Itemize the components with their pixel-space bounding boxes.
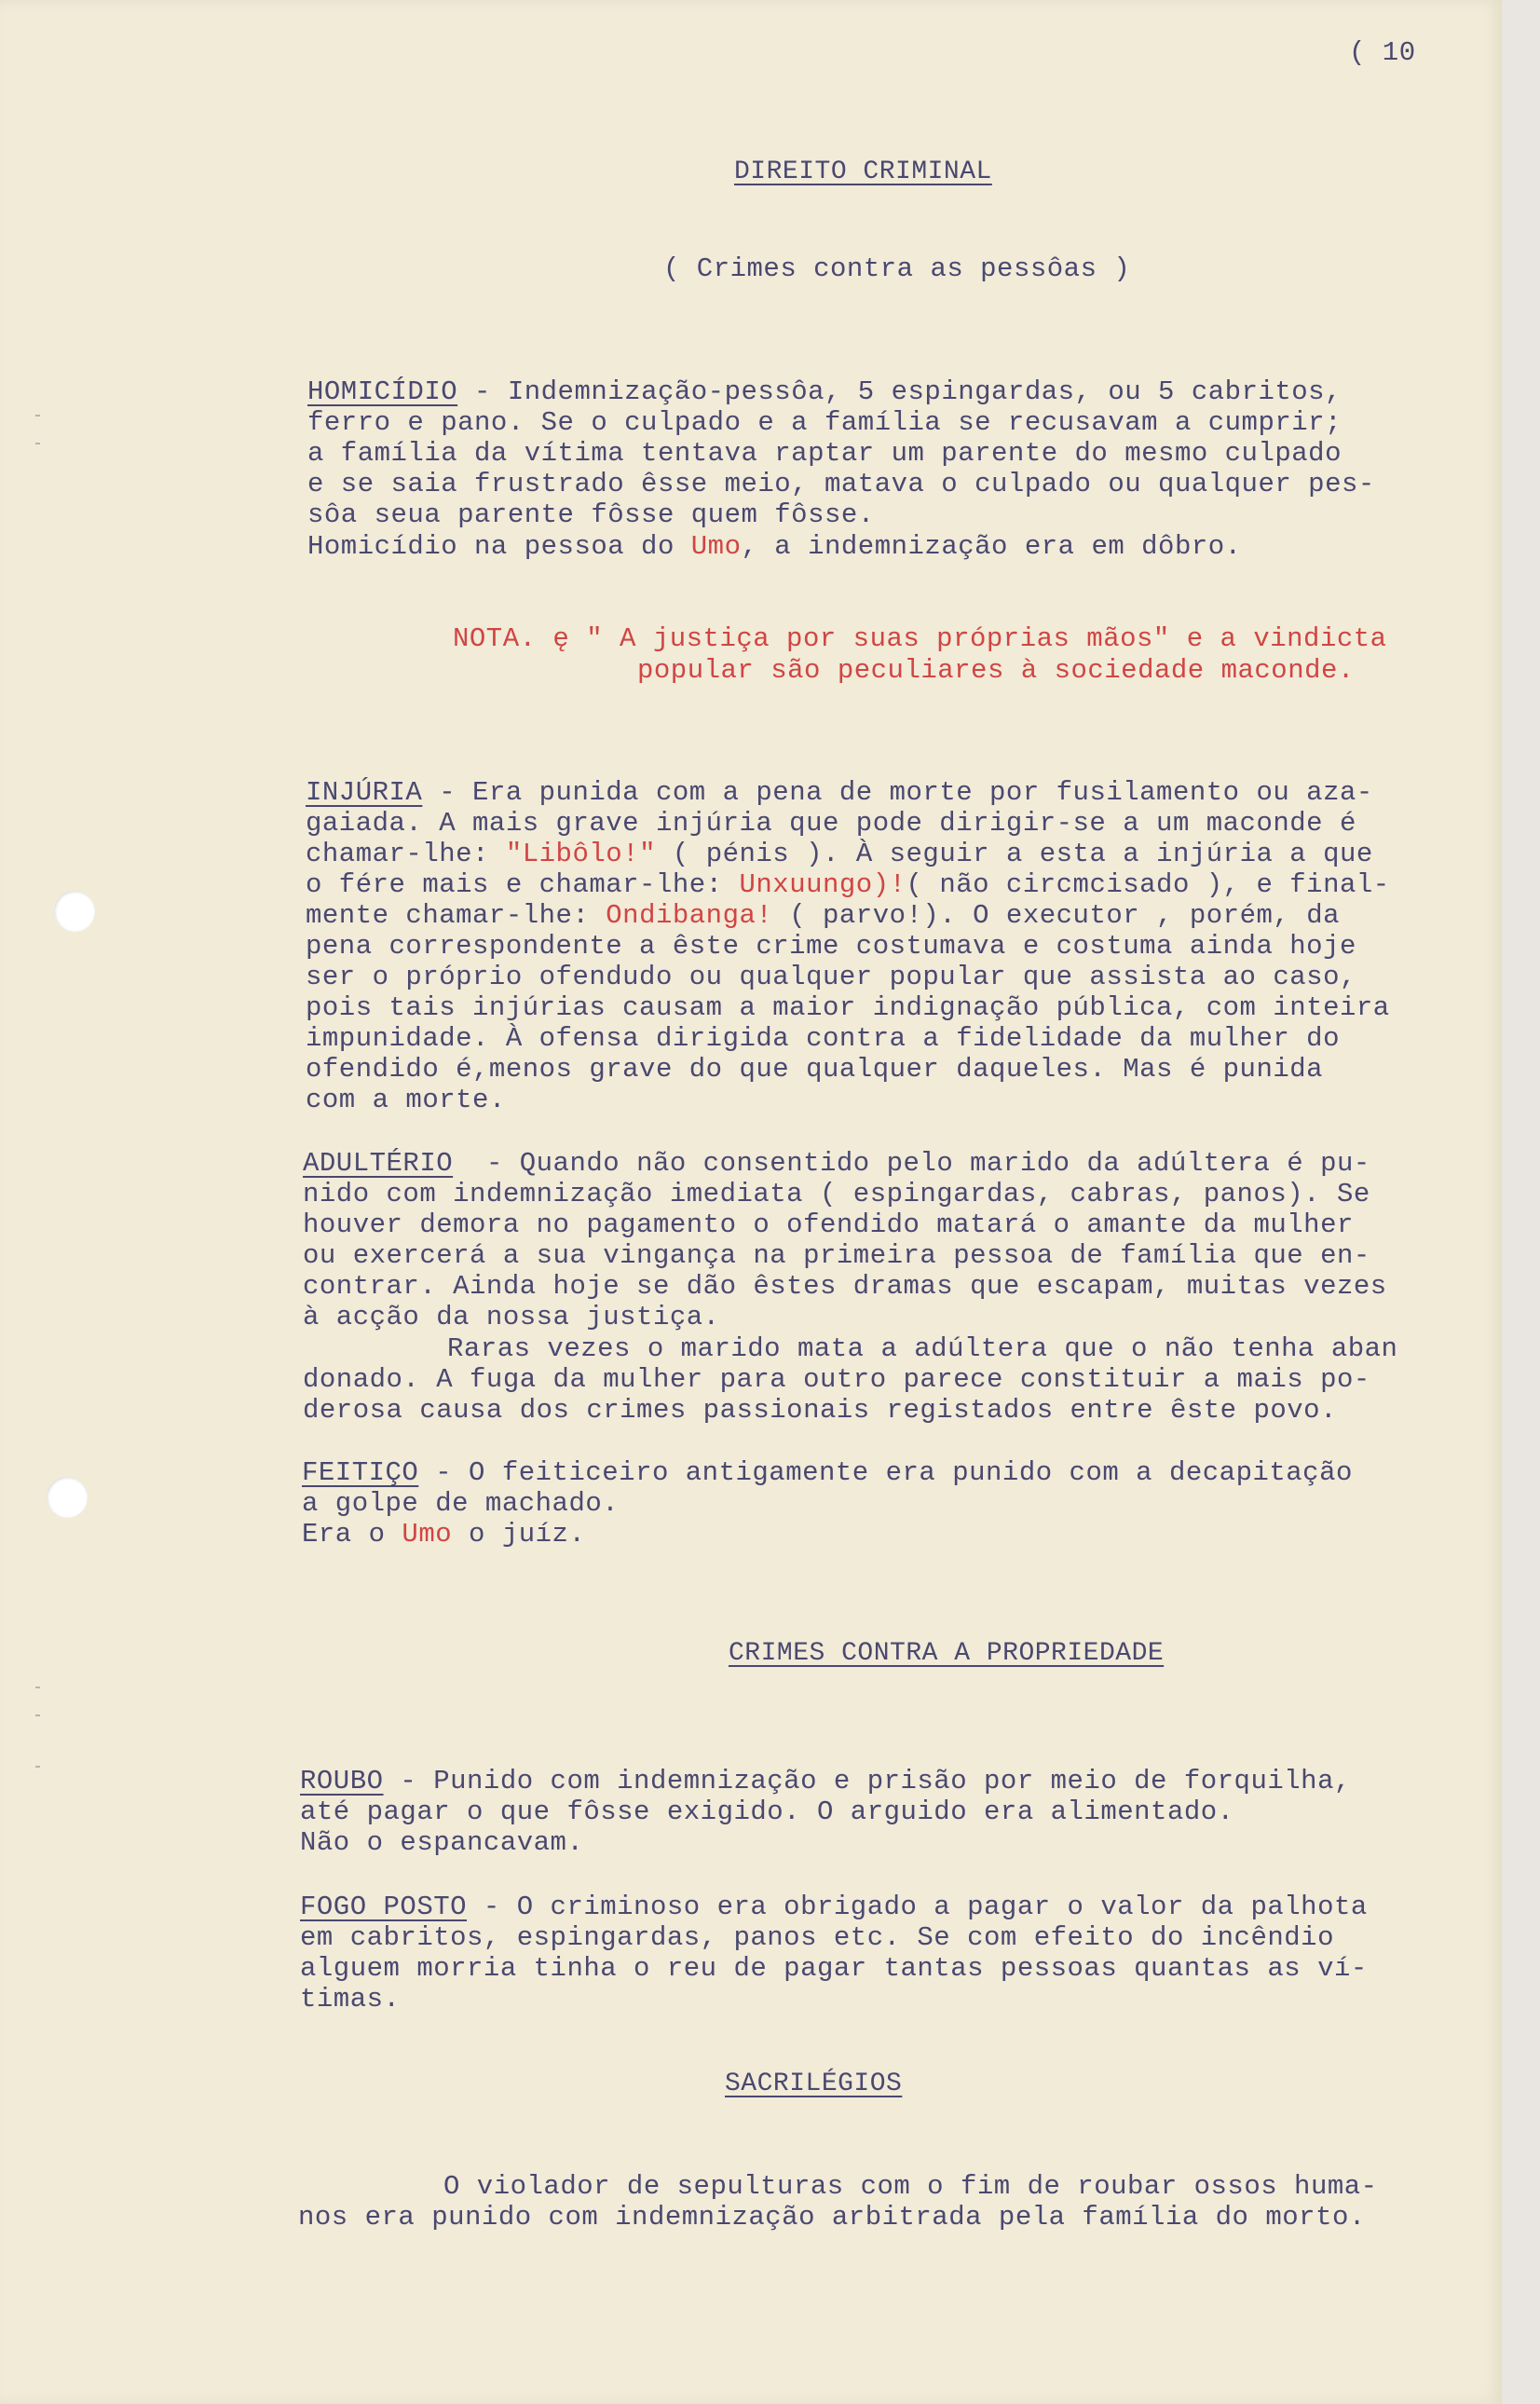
page-number: ( 10	[1349, 37, 1416, 68]
injuria-line-11: com a morte.	[306, 1085, 506, 1115]
adulterio-line-7: Raras vezes o marido mata a adúltera que o não tenha aban	[447, 1333, 1398, 1364]
adulterio-line-4: ou exercerá a sua vingança na primeira pessoa de família que en-	[303, 1240, 1370, 1271]
injuria-line-3: chamar-lhe: "Libôlo!" ( pénis ). À seguir a esta a injúria a que	[306, 839, 1373, 869]
adulterio-term: ADULTÉRIO	[303, 1148, 454, 1179]
roubo-line-1: ROUBO - Punido com indemnização e prisão por meio de forquilha,	[300, 1766, 1351, 1796]
injuria-line-1: INJÚRIA - Era punida com a pena de morte por fusilamento ou aza-	[306, 777, 1373, 808]
sacrilegios-line-2: nos era punido com indemnização arbitrada pela família do morto.	[298, 2202, 1366, 2233]
fogo-line-4: timas.	[300, 1984, 401, 2015]
nota-line-2: popular são peculiares à sociedade maconde.	[637, 655, 1355, 686]
punch-hole-bottom	[47, 1477, 88, 1518]
injuria-line-4: o fére mais e chamar-lhe: Unxuungo)!( não circmcisado ), e final-	[306, 869, 1390, 900]
fogo-line-1: FOGO POSTO - O criminoso era obrigado a pagar o valor da palhota	[300, 1892, 1368, 1922]
injuria-line-10: ofendido é,menos grave do que qualquer daqueles. Mas é punida	[306, 1054, 1324, 1085]
adulterio-line-9: derosa causa dos crimes passionais registados entre êste povo.	[303, 1395, 1337, 1426]
injuria-line-8: pois tais injúrias causam a maior indignação pública, com inteira	[306, 992, 1390, 1023]
margin-mark	[35, 415, 40, 417]
adulterio-line-6: à acção da nossa justiça.	[303, 1302, 720, 1332]
roubo-line-2: até pagar o que fôsse exigido. O arguido era alimentado.	[300, 1796, 1234, 1827]
injuria-line-2: gaiada. A mais grave injúria que pode dirigir-se a um maconde é	[306, 808, 1356, 839]
punch-hole-top	[54, 891, 95, 932]
injuria-line-5: mente chamar-lhe: Ondibanga! ( parvo!). O executor , porém, da	[306, 900, 1340, 931]
margin-mark	[35, 1687, 40, 1688]
section-heading-propriedade: CRIMES CONTRA A PROPRIEDADE	[729, 1639, 1165, 1668]
adulterio-line-5: contrar. Ainda hoje se dão êstes dramas que escapam, muitas vezes	[303, 1271, 1387, 1302]
adulterio-line-2: nido com indemnização imediata ( espingardas, cabras, panos). Se	[303, 1179, 1370, 1209]
unxuungo-term: Unxuungo)!	[739, 869, 906, 900]
roubo-term: ROUBO	[300, 1766, 384, 1796]
feitico-term: FEITIÇO	[302, 1457, 419, 1488]
homicidio-line-4: e se saia frustrado êsse meio, matava o culpado ou qualquer pes-	[307, 469, 1375, 499]
feitico-line-1: FEITIÇO - O feiticeiro antigamente era punido com a decapitação	[302, 1457, 1353, 1488]
adulterio-line-3: houver demora no pagamento o ofendido matará o amante da mulher	[303, 1209, 1354, 1240]
fogo-posto-term: FOGO POSTO	[300, 1892, 468, 1922]
homicidio-term: HOMICÍDIO	[307, 376, 458, 407]
sacrilegios-line-1: O violador de sepulturas com o fim de roubar ossos huma-	[443, 2171, 1378, 2202]
page-title: DIREITO CRIMINAL	[734, 157, 992, 186]
feitico-line-2: a golpe de machado.	[302, 1488, 620, 1519]
margin-mark	[35, 1766, 40, 1768]
fogo-line-2: em cabritos, espingardas, panos etc. Se com efeito do incêndio	[300, 1922, 1334, 1953]
adulterio-line-1: ADULTÉRIO - Quando não consentido pelo marido da adúltera é pu-	[303, 1148, 1370, 1179]
injuria-line-6: pena correspondente a êste crime costumava e costuma ainda hoje	[306, 931, 1356, 962]
homicidio-line-1: HOMICÍDIO - Indemnização-pessôa, 5 espingardas, ou 5 cabritos,	[307, 376, 1342, 407]
section-heading-sacrilegios: SACRILÉGIOS	[725, 2069, 903, 2098]
margin-mark	[35, 1714, 40, 1716]
page-subtitle: ( Crimes contra as pessôas )	[663, 253, 1131, 284]
injuria-term: INJÚRIA	[306, 777, 423, 808]
umo-term: Umo	[690, 531, 742, 562]
fogo-line-3: alguem morria tinha o reu de pagar tantas pessoas quantas as ví-	[300, 1953, 1368, 1984]
injuria-line-9: impunidade. À ofensa dirigida contra a fidelidade da mulher do	[306, 1023, 1340, 1054]
feitico-line-3: Era o Umo o juíz.	[302, 1519, 586, 1550]
homicidio-line-2: ferro e pano. Se o culpado e a família se recusavam a cumprir;	[307, 407, 1342, 438]
ondibanga-term: Ondibanga!	[606, 900, 773, 931]
homicidio-line-5: sôa seua parente fôsse quem fôsse.	[307, 499, 875, 530]
roubo-line-3: Não o espancavam.	[300, 1827, 584, 1858]
homicidio-line-6: Homicídio na pessoa do Umo, a indemnização era em dôbro.	[307, 531, 1242, 562]
injuria-line-7: ser o próprio ofendudo ou qualquer popular que assista ao caso,	[306, 962, 1356, 992]
homicidio-line-3: a família da vítima tentava raptar um parente do mesmo culpado	[307, 438, 1342, 469]
umo-term: Umo	[402, 1519, 453, 1550]
adulterio-line-8: donado. A fuga da mulher para outro parece constituir a mais po-	[303, 1364, 1370, 1395]
margin-mark	[35, 443, 40, 444]
nota-line-1: NOTA. ę " A justiça por suas próprias mãos" e a vindicta	[453, 623, 1387, 654]
libolo-term: "Libôlo!"	[505, 839, 656, 869]
